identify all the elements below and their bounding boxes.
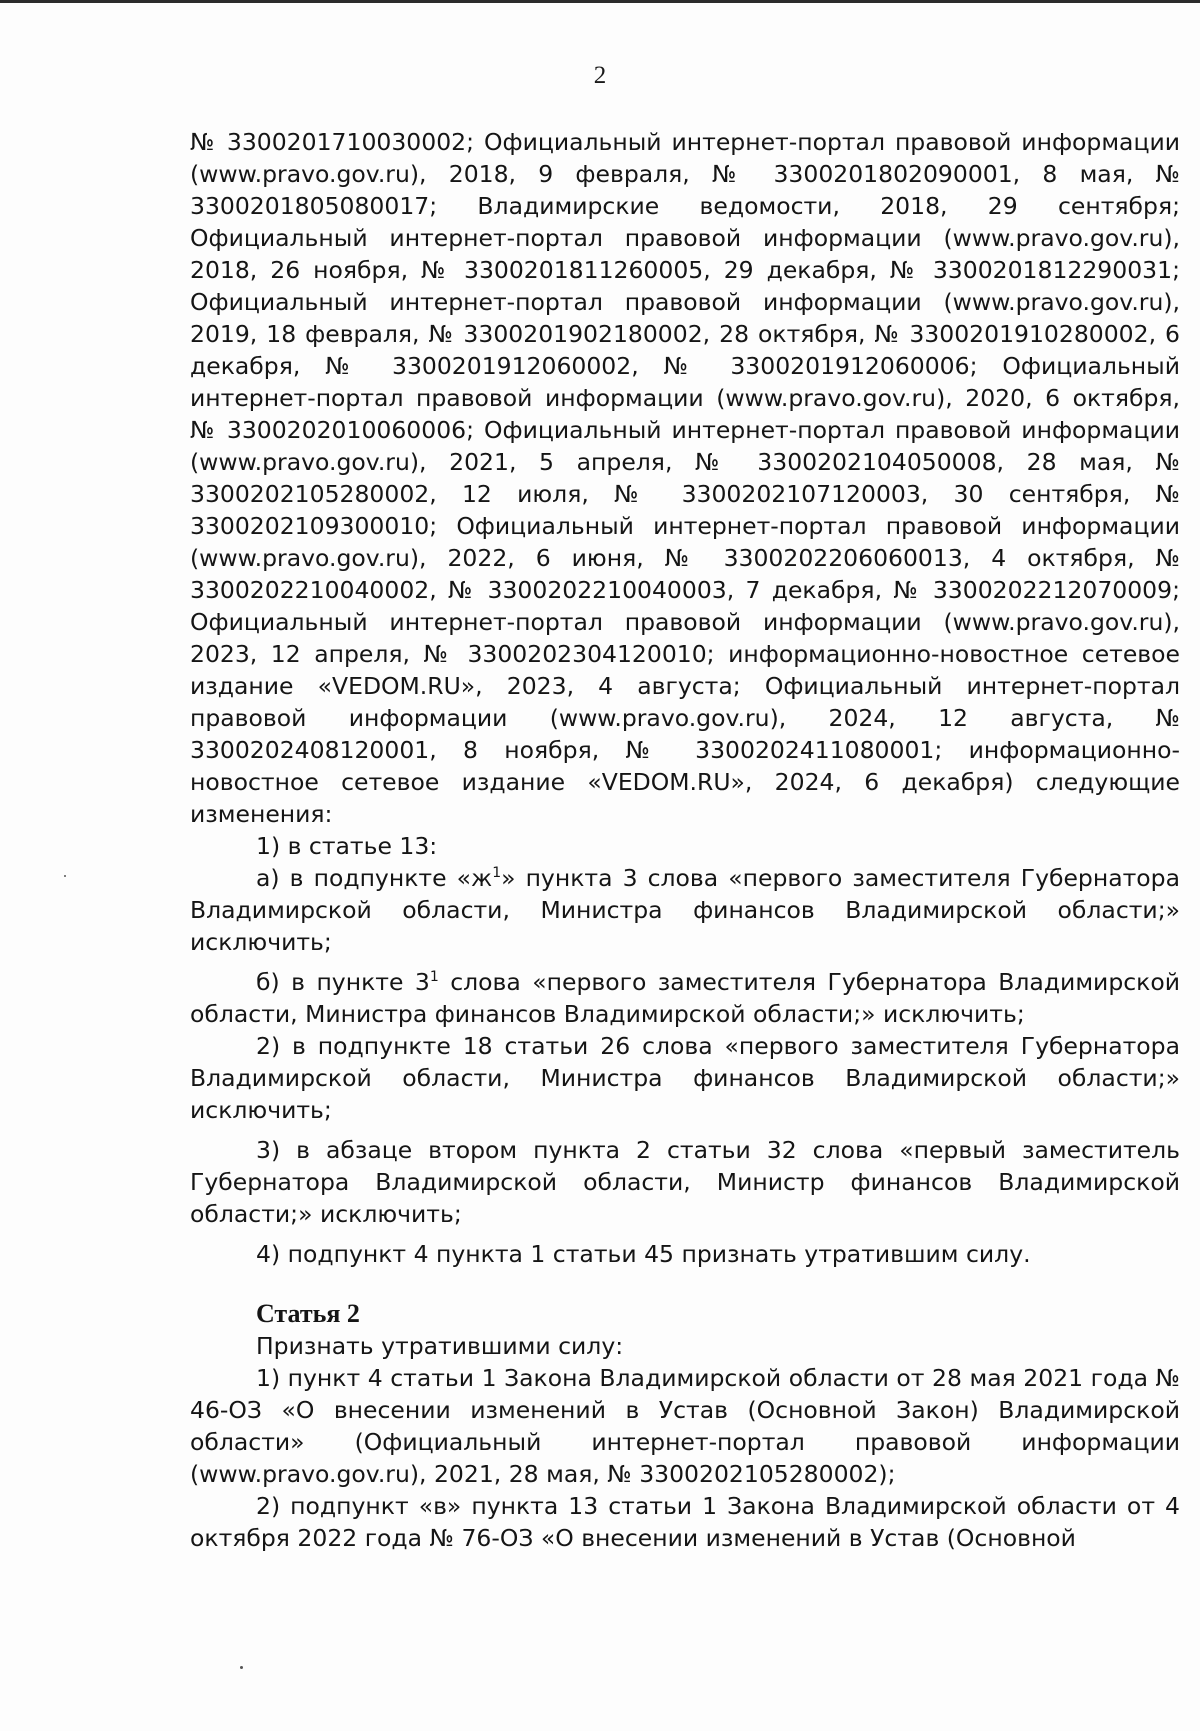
scan-edge	[0, 0, 1200, 3]
scan-speck	[64, 875, 66, 877]
article2-heading: Статья 2	[256, 1299, 360, 1328]
document-body	[190, 126, 1180, 1554]
article2-intro: Признать утратившими силу:	[256, 1332, 624, 1360]
item1a-superscript: 1	[492, 865, 502, 882]
item1b-superscript: 1	[429, 969, 439, 986]
article2-item1: 1) пункт 4 статьи 1 Закона Владимирской области от 28 мая 2021 года № 46-ОЗ «О внесении изменений в Устав (Основной Закон) Владимирской области» (Официальный интернет-портал правовой информации (www.pravo.gov.ru), 2021, 28 мая, № 3300202105280002);	[190, 1364, 1180, 1488]
item1a-text-end: » пункта 3 слова «первого заместителя Губернатора Владимирской области, Министра финансов Владимирской области;» исключить;	[190, 864, 1180, 956]
article1-item2: 2) в подпункте 18 статьи 26 слова «первого заместителя Губернатора Владимирской области, Министра финансов Владимирской области;» исключить;	[190, 1032, 1180, 1124]
preamble-paragraph: № 3300201710030002; Официальный интернет-портал правовой информации (www.pravo.gov.ru), 2018, 9 февраля, № 3300201802090001, 8 мая, № 3300201805080017; Владимирские ведомости, 2018, 29 сентября; Официальный интернет-портал правовой информации (www.pravo.gov.ru), 2018, 26 ноября, № 3300201811260005, 29 декабря, № 3300201812290031; Официальный интернет-портал правовой информации (www.pravo.gov.ru), 2019, 18 февраля, № 3300201902180002, 28 октября, № 3300201910280002, 6 декабря, № 3300201912060002, № 3300201912060006; Официальный интернет-портал правовой информации (www.pravo.gov.ru), 2020, 6 октября, № 3300202010060006; Официальный интернет-портал правовой информации (www.pravo.gov.ru), 2021, 5 апреля, № 3300202104050008, 28 мая, № 3300202105280002, 12 июля, № 3300202107120003, 30 сентября, № 3300202109300010; Официальный интернет-портал правовой информации (www.pravo.gov.ru), 2022, 6 июня, № 3300202206060013, 4 октября, № 3300202210040002, № 3300202210040003, 7 декабря, № 3300202212070009; Официальный интернет-портал правовой информации (www.pravo.gov.ru), 2023, 12 апреля, № 3300202304120010; информационно-новостное сетевое издание «VEDOM.RU», 2023, 4 августа; Официальный интернет-портал правовой информации (www.pravo.gov.ru), 2024, 12 августа, № 3300202408120001, 8 ноября, № 3300202411080001; информационно-новостное сетевое издание «VEDOM.RU», 2024, 6 декабря) следующие изменения:	[190, 128, 1180, 828]
article1-item4: 4) подпункт 4 пункта 1 статьи 45 признать утратившим силу.	[256, 1240, 1031, 1268]
article1-item3: 3) в абзаце втором пункта 2 статьи 32 слова «первый заместитель Губернатора Владимирской области, Министр финансов Владимирской области;» исключить;	[190, 1136, 1180, 1228]
article2-item2: 2) подпункт «в» пункта 13 статьи 1 Закона Владимирской области от 4 октября 2022 года № 76-ОЗ «О внесении изменений в Устав (Основной	[190, 1492, 1180, 1552]
scan-speck	[240, 1666, 243, 1669]
item1b-text-start: б) в пункте 3	[256, 968, 430, 996]
page-number: 2	[593, 62, 607, 89]
article1-item1a	[190, 862, 1180, 958]
article1-item1: 1) в статье 13:	[256, 832, 438, 860]
item1b-text-end: слова «первого заместителя Губернатора Владимирской области, Министра финансов Владимирской области;» исключить;	[190, 968, 1180, 1028]
article1-item1b	[190, 966, 1180, 1030]
item1a-text-start: а) в подпункте «ж	[256, 864, 493, 892]
